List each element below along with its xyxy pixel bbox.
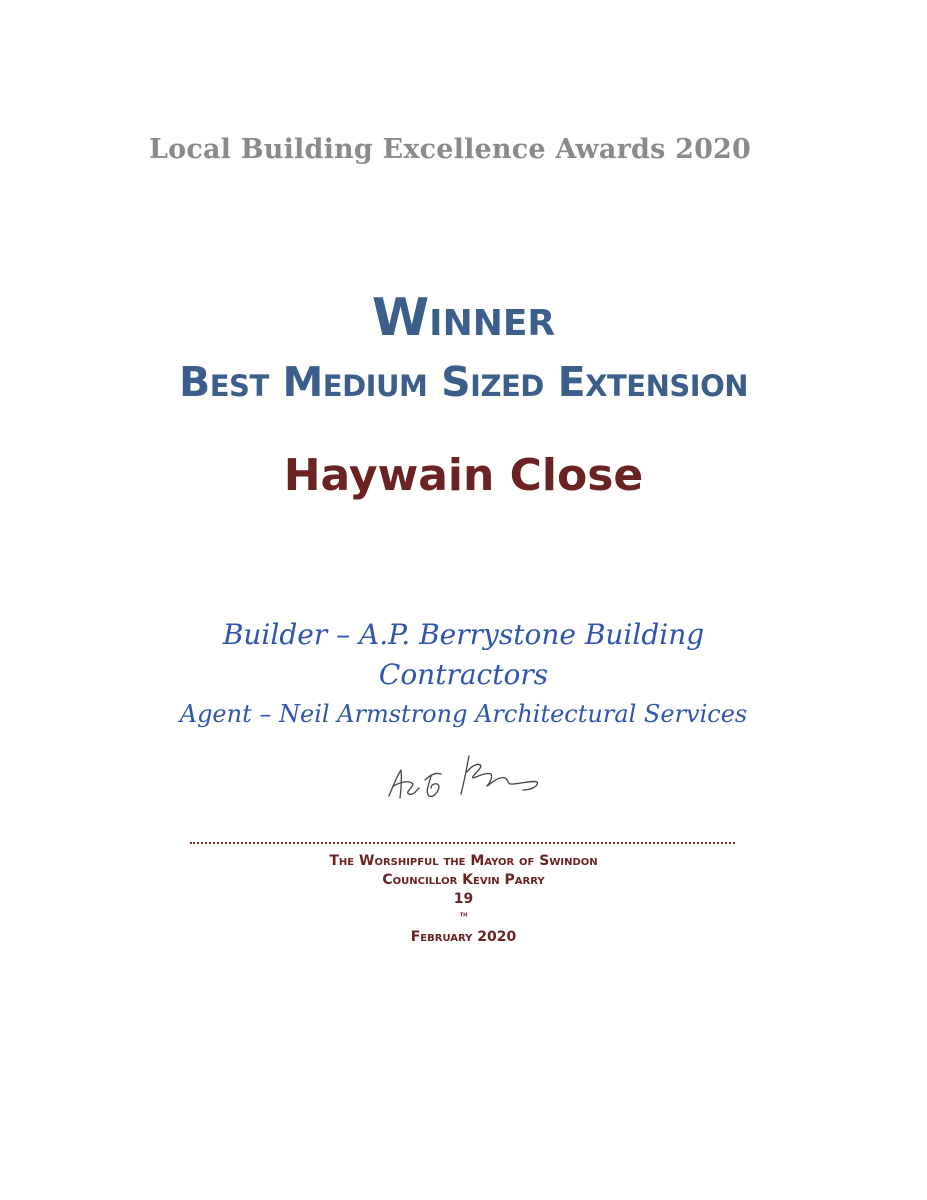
signatory-name: Councillor Kevin Parry xyxy=(382,872,545,888)
date-day: 19 xyxy=(453,891,474,907)
signatory-title: The Worshipful the Mayor of Swindon xyxy=(329,853,598,869)
awards-title: Local Building Excellence Awards 2020 xyxy=(148,134,752,165)
signature-image xyxy=(375,742,560,804)
date-rest: February 2020 xyxy=(410,929,517,945)
award-date xyxy=(0,890,927,947)
award-heading: Winner xyxy=(371,288,556,348)
agent-credit: Agent – Neil Armstrong Architectural Services xyxy=(179,700,748,728)
date-ordinal: th xyxy=(459,910,468,919)
builder-credit: Builder – A.P. Berrystone Building Contractors xyxy=(222,618,705,691)
award-category: Best Medium Sized Extension xyxy=(179,358,748,406)
property-name: Haywain Close xyxy=(283,450,644,501)
credits-block xyxy=(0,615,927,731)
signatory-block xyxy=(0,852,927,947)
signature-line xyxy=(190,842,735,844)
